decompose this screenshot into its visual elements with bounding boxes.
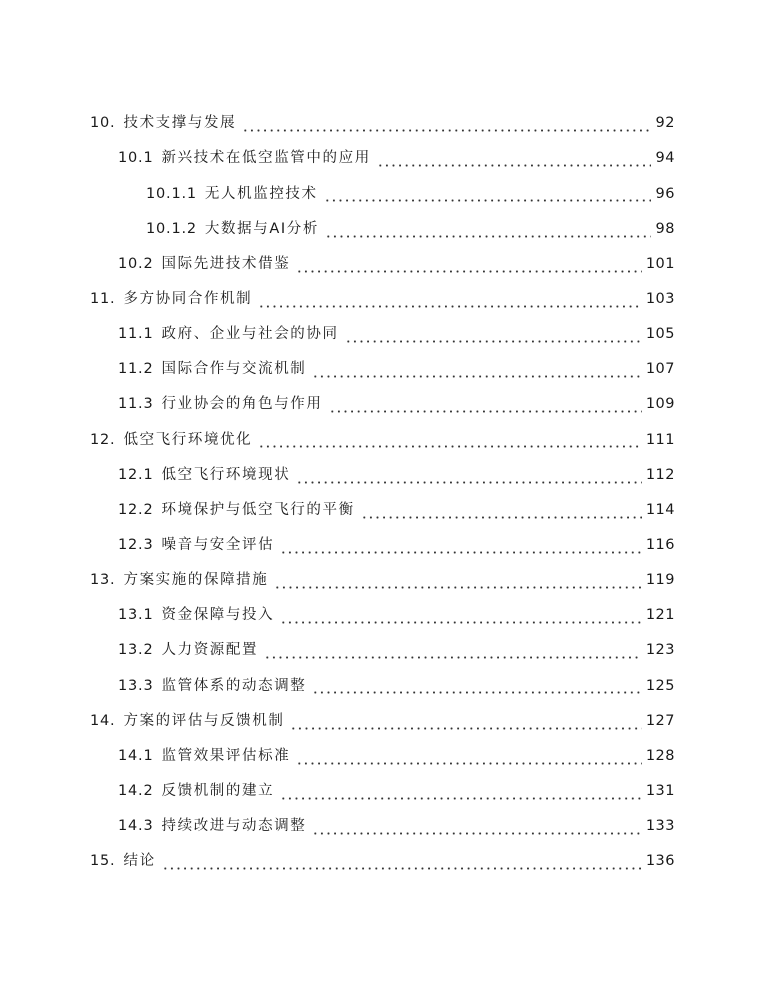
dot-leader — [290, 716, 641, 730]
toc-entry-page: 114 — [645, 501, 675, 518]
toc-entry-title: 国际合作与交流机制 — [161, 361, 307, 378]
toc-entry-number: 15. — [90, 853, 116, 870]
toc-entry[interactable] — [0, 493, 765, 528]
toc-entry-page: 103 — [645, 291, 675, 308]
toc-entry-number: 10. — [90, 115, 116, 132]
toc-entry[interactable] — [0, 176, 765, 211]
toc-entry-page: 131 — [645, 782, 675, 799]
toc-entry-number: 13.1 — [118, 607, 154, 624]
toc-entry-number: 11.2 — [118, 361, 154, 378]
dot-leader — [264, 645, 642, 659]
dot-leader — [280, 610, 642, 624]
toc-entry[interactable] — [0, 352, 765, 387]
dot-leader — [162, 856, 642, 870]
dot-leader — [296, 470, 642, 484]
toc-entry-number: 14.1 — [118, 747, 154, 764]
toc-entry-title: 资金保障与投入 — [161, 607, 275, 624]
toc-entry[interactable] — [0, 668, 765, 703]
toc-entry[interactable] — [0, 106, 765, 141]
toc-entry-number: 13.3 — [118, 677, 154, 694]
toc-entry[interactable] — [0, 317, 765, 352]
toc-entry-title: 多方协同合作机制 — [123, 291, 253, 308]
dot-leader — [242, 118, 651, 132]
toc-entry-page: 98 — [655, 220, 675, 237]
toc-entry[interactable] — [0, 774, 765, 809]
toc-entry[interactable] — [0, 282, 765, 317]
dot-leader — [377, 153, 651, 167]
dot-leader — [280, 786, 642, 800]
toc-entry-title: 大数据与AI分析 — [204, 220, 319, 237]
toc-entry-page: 92 — [655, 115, 675, 132]
toc-entry-number: 14.3 — [118, 818, 154, 835]
toc-entry-page: 112 — [645, 466, 675, 483]
toc-entry-title: 方案实施的保障措施 — [123, 572, 269, 589]
dot-leader — [329, 399, 642, 413]
dot-leader — [361, 505, 642, 519]
toc-entry[interactable] — [0, 633, 765, 668]
toc-entry-title: 低空飞行环境现状 — [161, 466, 291, 483]
table-of-contents — [0, 106, 765, 879]
dot-leader — [324, 188, 651, 202]
dot-leader — [274, 575, 641, 589]
toc-entry[interactable] — [0, 211, 765, 246]
toc-entry-title: 行业协会的角色与作用 — [161, 396, 323, 413]
toc-entry-number: 10.2 — [118, 255, 154, 272]
toc-entry[interactable] — [0, 528, 765, 563]
toc-entry[interactable] — [0, 598, 765, 633]
toc-entry-number: 11.1 — [118, 326, 154, 343]
toc-entry[interactable] — [0, 739, 765, 774]
toc-entry[interactable] — [0, 457, 765, 492]
toc-entry-title: 反馈机制的建立 — [161, 782, 275, 799]
dot-leader — [312, 364, 641, 378]
toc-entry-title: 监管效果评估标准 — [161, 747, 291, 764]
toc-entry-page: 123 — [645, 642, 675, 659]
toc-entry-title: 方案的评估与反馈机制 — [123, 712, 285, 729]
toc-entry-number: 10.1.2 — [146, 220, 197, 237]
toc-entry-page: 96 — [655, 185, 675, 202]
toc-entry[interactable] — [0, 247, 765, 282]
toc-entry-page: 116 — [645, 537, 675, 553]
toc-entry-title: 政府、企业与社会的协同 — [161, 326, 339, 343]
toc-entry-title: 监管体系的动态调整 — [161, 677, 307, 694]
dot-leader — [312, 680, 641, 694]
toc-entry-page: 133 — [645, 818, 675, 835]
toc-entry-title: 国际先进技术借鉴 — [161, 255, 291, 272]
dot-leader — [296, 751, 642, 765]
toc-entry-number: 12.1 — [118, 466, 154, 483]
toc-entry-number: 11. — [90, 291, 116, 308]
toc-entry-number: 10.1.1 — [146, 185, 197, 202]
toc-entry-title: 新兴技术在低空监管中的应用 — [161, 150, 371, 167]
toc-entry-page: 128 — [645, 747, 675, 764]
toc-entry-number: 12.2 — [118, 501, 154, 518]
toc-entry-page: 109 — [645, 396, 675, 413]
toc-entry-title: 技术支撑与发展 — [123, 115, 237, 132]
toc-entry-title: 持续改进与动态调整 — [161, 818, 307, 835]
toc-entry-page: 127 — [645, 712, 675, 729]
toc-entry-title: 无人机监控技术 — [204, 185, 318, 202]
toc-entry-number: 13. — [90, 572, 116, 589]
toc-entry-page: 136 — [645, 853, 675, 870]
toc-entry-title: 噪音与安全评估 — [161, 537, 275, 553]
toc-entry-number: 14.2 — [118, 782, 154, 799]
dot-leader — [280, 540, 642, 554]
toc-entry-page: 111 — [645, 431, 675, 448]
dot-leader — [325, 224, 651, 238]
toc-entry[interactable] — [0, 809, 765, 844]
dot-leader — [258, 434, 642, 448]
toc-entry-number: 10.1 — [118, 150, 154, 167]
toc-entry-page: 105 — [645, 326, 675, 343]
toc-entry-title: 环境保护与低空飞行的平衡 — [161, 501, 355, 518]
toc-entry-page: 119 — [645, 572, 675, 589]
toc-entry[interactable] — [0, 387, 765, 422]
toc-entry-number: 11.3 — [118, 396, 154, 413]
toc-entry-title: 结论 — [123, 853, 156, 870]
toc-entry-page: 101 — [645, 255, 675, 272]
toc-entry-page: 125 — [645, 677, 675, 694]
toc-entry-number: 12. — [90, 431, 116, 448]
dot-leader — [345, 329, 642, 343]
toc-entry-page: 94 — [655, 150, 675, 167]
toc-entry-number: 12.3 — [118, 537, 154, 553]
toc-entry-number: 14. — [90, 712, 116, 729]
toc-entry[interactable] — [0, 141, 765, 176]
toc-entry-page: 107 — [645, 361, 675, 378]
dot-leader — [258, 294, 642, 308]
toc-entry-number: 13.2 — [118, 642, 154, 659]
toc-entry-title: 人力资源配置 — [161, 642, 259, 659]
toc-entry[interactable] — [0, 563, 765, 598]
toc-entry[interactable] — [0, 703, 765, 738]
dot-leader — [312, 821, 641, 835]
toc-entry-page: 121 — [645, 607, 675, 624]
toc-entry[interactable] — [0, 844, 765, 879]
toc-entry-title: 低空飞行环境优化 — [123, 431, 253, 448]
toc-entry[interactable] — [0, 422, 765, 457]
dot-leader — [296, 259, 642, 273]
